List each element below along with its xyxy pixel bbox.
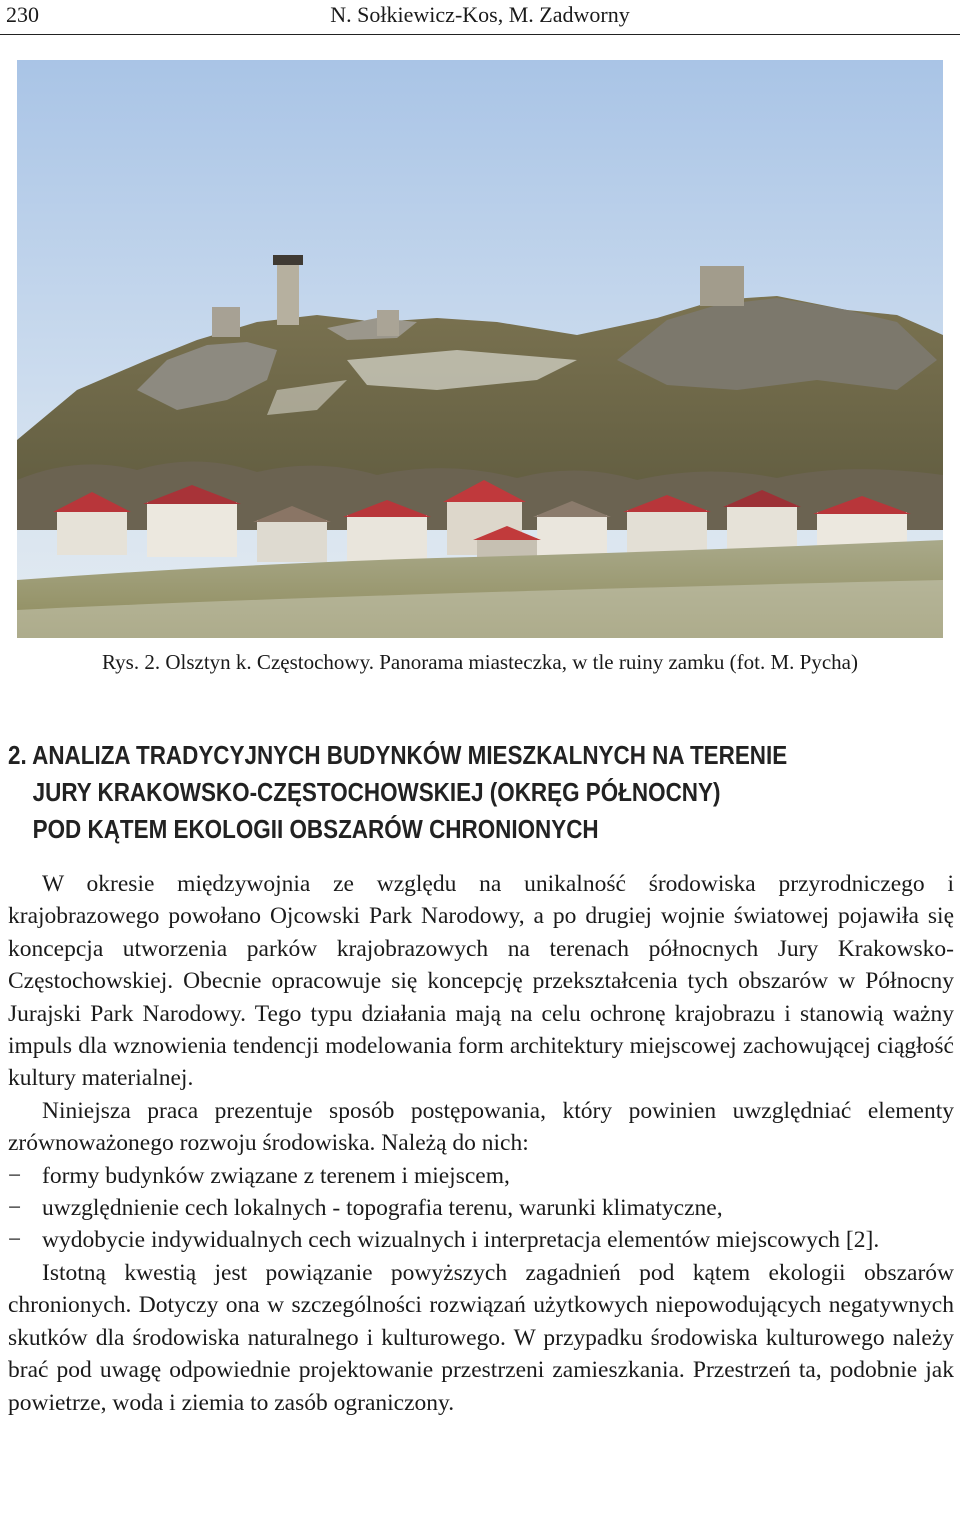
dash-bullet: − xyxy=(8,1195,22,1222)
dash-bullet: − xyxy=(8,1162,22,1189)
figure-photo xyxy=(17,60,943,638)
running-head xyxy=(0,0,960,35)
paragraph: Niniejsza praca prezentuje sposób postępowania, który powinien uwzględniać elementy zrównoważonego rozwoju środowiska. Należą do nich: xyxy=(8,1097,954,1157)
paragraph: W okresie międzywojnia ze względu na unikalność środowiska przyrodniczego i krajobrazowego powołano Ojcowski Park Narodowy, a po drugiej wojnie światowej pojawiła się koncepcja utworzenia parków krajobrazowych na terenach północnych Jury Krakowsko-Częstochowskiej. Obecnie opracowuje się koncepcję przekształcenia tych obszarów w Północny Jurajski Park Narodowy. Tego typu działania mają na celu ochronę krajobrazu i stanowią ważny impuls dla wznowienia tendencji modelowania form architektury miejscowej zachowującej ciągłość kultury materialnej. xyxy=(8,871,954,1092)
list-item-text: wydobycie indywidualnych cech wizualnych i interpretacja elementów miejscowych [2]. xyxy=(42,1227,880,1254)
section-heading-line-1 xyxy=(8,738,835,775)
running-head-authors: N. Sołkiewicz-Kos, M. Zadworny xyxy=(330,2,630,27)
list-item xyxy=(8,1192,954,1224)
paragraph: Istotną kwestią jest powiązanie powyższych zagadnień pod kątem ekologii obszarów chronionych. Dotyczy ona w szczególności rozwiązań użytkowych niepowodujących negatywnych skutków dla środowiska naturalnego i kulturowego. W przypadku środowiska kulturowego należy brać pod uwagę odpowiednie projektowanie przestrzeni zamieszkania. Przestrzeń ta, podobnie jak powietrze, woda i ziemia to zasób ograniczony. xyxy=(8,1259,954,1416)
list-item xyxy=(8,1160,954,1192)
figure-caption: Rys. 2. Olsztyn k. Częstochowy. Panorama miasteczka, w tle ruiny zamku (fot. M. Pycha) xyxy=(102,650,858,674)
section-heading xyxy=(8,738,835,849)
list-item-text: uwzględnienie cech lokalnych - topografia terenu, warunki klimatyczne, xyxy=(42,1195,723,1222)
body-text xyxy=(8,868,954,1419)
page-number: 230 xyxy=(6,2,39,27)
section-title-3: POD KĄTEM EKOLOGII OBSZARÓW CHRONIONYCH xyxy=(32,816,599,844)
dash-list xyxy=(8,1160,954,1257)
section-title-2: JURY KRAKOWSKO-CZĘSTOCHOWSKIEJ (OKRĘG PÓŁNOCNY) xyxy=(32,779,721,807)
list-item xyxy=(8,1224,954,1256)
section-number: 2. xyxy=(8,742,27,770)
olsztyn-panorama-photo xyxy=(17,60,943,638)
section-title-1: ANALIZA TRADYCYJNYCH BUDYNKÓW MIESZKALNYCH NA TERENIE xyxy=(32,742,788,770)
dash-bullet: − xyxy=(8,1227,22,1254)
list-item-text: formy budynków związane z terenem i miejscem, xyxy=(42,1162,510,1189)
